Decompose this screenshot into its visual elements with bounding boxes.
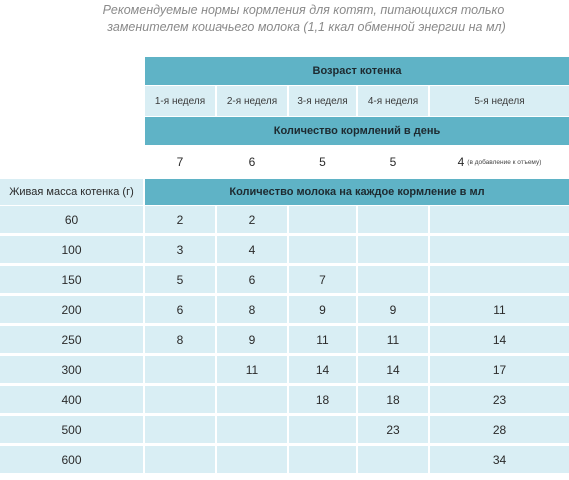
table-cell: [358, 206, 428, 233]
table-cell: 6: [145, 296, 215, 323]
week-2: 2-я неделя: [217, 86, 287, 116]
table-cell: [358, 446, 428, 473]
table-cell: 2: [217, 206, 287, 233]
table-cell: [289, 416, 356, 443]
table-cell: 9: [358, 296, 428, 323]
table-cell: 11: [430, 296, 569, 323]
table-cell: 34: [430, 446, 569, 473]
table-cell: 3: [145, 236, 215, 263]
feedings-week-3: 5: [289, 146, 356, 178]
table-cell: [430, 236, 569, 263]
milk-header: Количество молока на каждое кормление в мл: [145, 179, 569, 205]
row-mass-label: 200: [0, 296, 143, 323]
table-cell: 2: [145, 206, 215, 233]
table-cell: 28: [430, 416, 569, 443]
row-mass-label: 100: [0, 236, 143, 263]
table-cell: 23: [358, 416, 428, 443]
row-mass-label: 500: [0, 416, 143, 443]
title-line-1: Рекомендуемые нормы кормления для котят, питающихся только: [102, 3, 505, 17]
row-mass-label: 150: [0, 266, 143, 293]
table-cell: [145, 446, 215, 473]
table-cell: 5: [145, 266, 215, 293]
table-cell: [145, 386, 215, 413]
table-cell: 18: [289, 386, 356, 413]
table-cell: [430, 206, 569, 233]
table-cell: [217, 386, 287, 413]
weight-header: Живая масса котенка (г): [0, 179, 143, 205]
age-header: Возраст котенка: [145, 57, 569, 85]
table-cell: 23: [430, 386, 569, 413]
table-cell: [358, 266, 428, 293]
table-cell: 6: [217, 266, 287, 293]
table-cell: [289, 206, 356, 233]
table-cell: [145, 416, 215, 443]
table-cell: 18: [358, 386, 428, 413]
table-cell: [430, 266, 569, 293]
feedings-week-5-value: 4: [457, 155, 465, 169]
table-cell: 14: [430, 326, 569, 353]
table-cell: 8: [217, 296, 287, 323]
table-cell: [145, 356, 215, 383]
table-cell: 11: [358, 326, 428, 353]
table-cell: [217, 446, 287, 473]
table-cell: 9: [217, 326, 287, 353]
week-1: 1-я неделя: [145, 86, 215, 116]
feedings-week-2: 6: [217, 146, 287, 178]
feedings-week-5: [430, 146, 569, 178]
table-cell: 11: [217, 356, 287, 383]
table-cell: 11: [289, 326, 356, 353]
feedings-week-1: 7: [145, 146, 215, 178]
row-mass-label: 250: [0, 326, 143, 353]
row-mass-label: 600: [0, 446, 143, 473]
table-cell: 17: [430, 356, 569, 383]
week-4: 4-я неделя: [358, 86, 428, 116]
table-cell: 14: [289, 356, 356, 383]
table-cell: 14: [358, 356, 428, 383]
row-mass-label: 400: [0, 386, 143, 413]
table-title: [0, 2, 569, 36]
row-mass-label: 300: [0, 356, 143, 383]
feedings-header: Количество кормлений в день: [145, 117, 569, 145]
row-mass-label: 60: [0, 206, 143, 233]
table-cell: [289, 446, 356, 473]
table-cell: [217, 416, 287, 443]
title-line-2: заменителем кошачьего молока (1,1 ккал обменной энергии на мл): [107, 20, 506, 34]
feedings-week-4: 5: [358, 146, 428, 178]
table-cell: [358, 236, 428, 263]
table-cell: [289, 236, 356, 263]
table-cell: 9: [289, 296, 356, 323]
week-3: 3-я неделя: [289, 86, 356, 116]
table-cell: 8: [145, 326, 215, 353]
table-cell: 7: [289, 266, 356, 293]
table-cell: 4: [217, 236, 287, 263]
week-5: 5-я неделя: [430, 86, 569, 116]
feedings-note: (в добавление к отъему): [467, 158, 542, 166]
